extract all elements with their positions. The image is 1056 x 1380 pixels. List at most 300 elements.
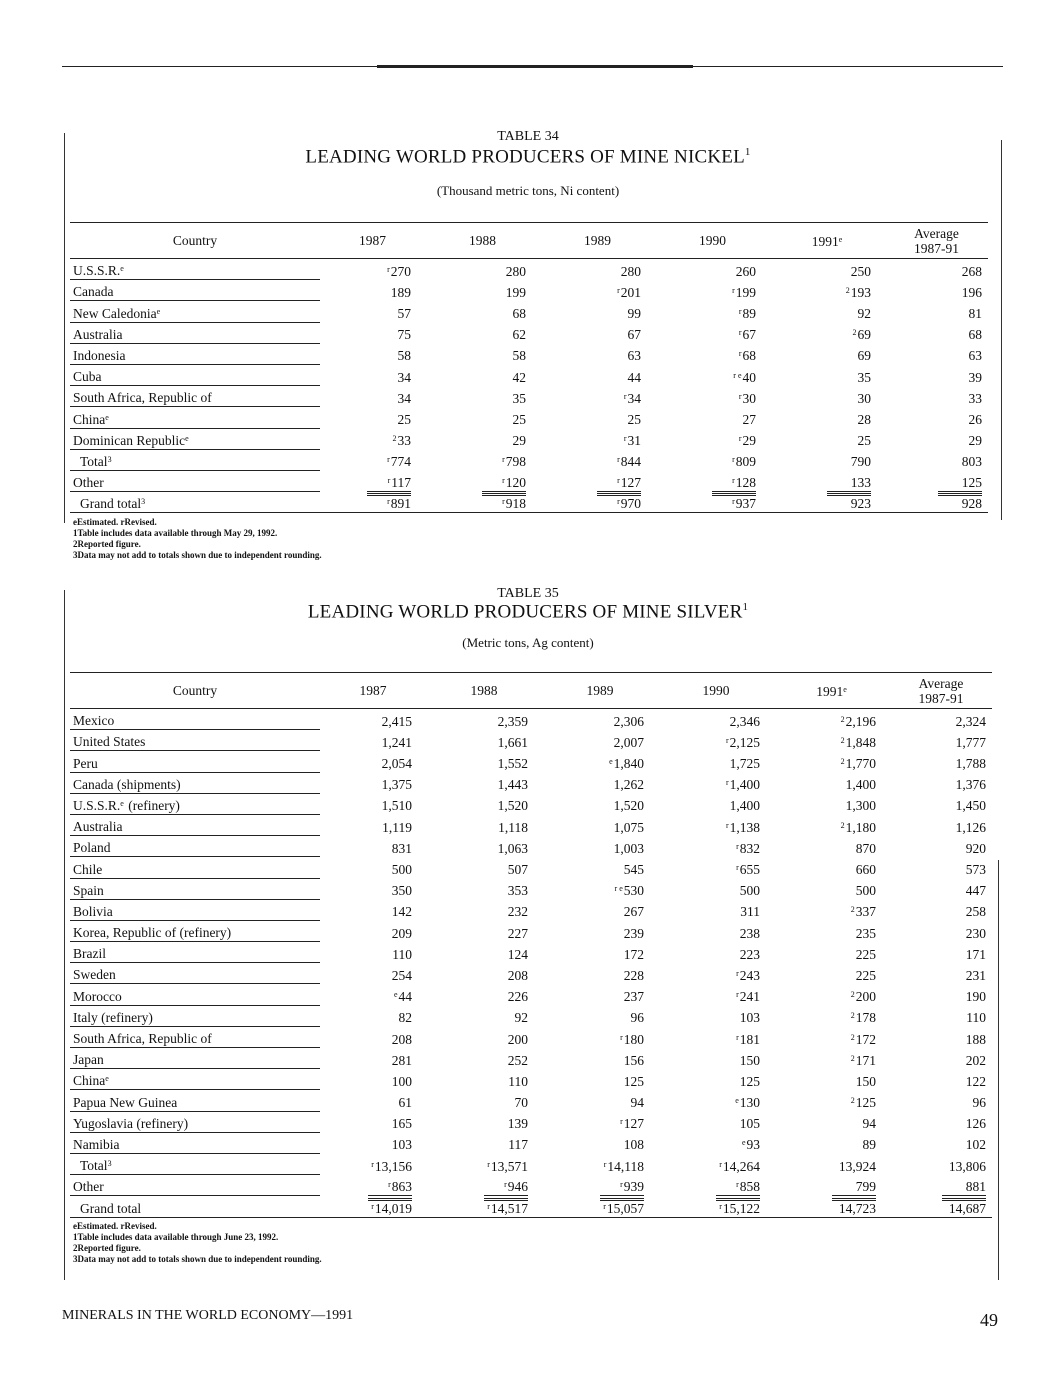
value-text — [846, 798, 876, 813]
value-number: 34 — [627, 390, 641, 406]
footnote: eEstimated. rRevised. — [73, 517, 157, 527]
value-number: 1,300 — [845, 798, 876, 814]
value-number: 13,156 — [374, 1158, 412, 1174]
value-number: 228 — [623, 967, 644, 983]
value-number: 81 — [968, 306, 982, 322]
value-number: 103 — [739, 1010, 760, 1026]
value-text — [614, 777, 644, 792]
value-number: 89 — [862, 1137, 876, 1153]
value-text — [600, 1198, 644, 1217]
header-average: Average 1987-91 — [890, 673, 992, 709]
value-number: 110 — [508, 1073, 528, 1089]
value-number: 14,118 — [607, 1158, 644, 1174]
header-1989: 1989 — [540, 223, 655, 259]
header-1987: 1987 — [320, 223, 425, 259]
footnote-mark: 3 — [107, 454, 112, 464]
value-text — [498, 714, 528, 729]
cell-value — [774, 857, 890, 878]
value-number: 209 — [391, 925, 412, 941]
cell-value — [426, 1005, 542, 1026]
value-text — [382, 714, 412, 729]
value-number: 117 — [391, 474, 411, 490]
value-number: 180 — [623, 1031, 644, 1047]
footnote-mark: r — [387, 455, 390, 465]
cell-value — [542, 709, 658, 730]
value-text — [966, 1010, 986, 1025]
value-text — [624, 989, 644, 1004]
cell-value — [320, 857, 426, 878]
cell-value — [426, 942, 542, 963]
cell-value — [542, 920, 658, 941]
country-name: Australia — [73, 326, 123, 342]
value-number: 1,770 — [845, 756, 876, 772]
value-number: 57 — [397, 306, 411, 322]
value-text — [966, 1032, 986, 1047]
cell-value — [542, 878, 658, 899]
value-number: 241 — [739, 989, 760, 1005]
value-number: 193 — [850, 284, 871, 300]
cell-country — [70, 1005, 320, 1026]
value-text — [949, 1159, 986, 1174]
value-text — [508, 1053, 528, 1068]
row-label: Other — [73, 475, 104, 491]
table-row-total — [70, 1153, 992, 1174]
value-number: 844 — [620, 454, 641, 470]
cell-value — [658, 1069, 774, 1090]
footnote-mark: r — [725, 820, 729, 830]
value-text — [498, 777, 528, 792]
value-text — [371, 1159, 412, 1174]
value-number: 44 — [398, 989, 412, 1005]
footnote-mark: r — [487, 1159, 490, 1169]
value-text — [740, 1074, 760, 1089]
value-number: 1,400 — [845, 777, 876, 793]
value-number: 208 — [391, 1031, 412, 1047]
footnote-mark: r e — [733, 370, 742, 380]
cell-value — [426, 1090, 542, 1111]
cell-value — [890, 920, 992, 941]
cell-country — [70, 899, 320, 920]
value-number: 58 — [397, 348, 411, 364]
table-row — [70, 920, 992, 941]
cell-value — [320, 899, 426, 920]
value-number: 28 — [857, 412, 871, 427]
value-number: 1,840 — [613, 756, 644, 772]
table-row — [70, 1111, 992, 1132]
cell-value — [542, 963, 658, 984]
cell-value — [542, 1196, 658, 1217]
footnote-mark: 2 — [840, 820, 845, 830]
cell-value — [890, 942, 992, 963]
cell-value — [658, 1090, 774, 1111]
footnote-mark: 2 — [840, 757, 845, 767]
value-text — [508, 926, 528, 941]
cell-country — [70, 963, 320, 984]
value-number: 96 — [972, 1095, 986, 1111]
table-row — [70, 1090, 992, 1111]
cell-country — [70, 1090, 320, 1111]
value-number: 798 — [505, 454, 526, 470]
value-number: 96 — [630, 1010, 644, 1026]
value-number: 227 — [507, 925, 528, 941]
cell-value — [890, 878, 992, 899]
country-name: Mexico — [73, 713, 115, 729]
header-1988: 1988 — [426, 673, 542, 709]
footnote: 2Reported figure. — [73, 539, 141, 549]
cell-value — [426, 1175, 542, 1196]
value-text — [966, 1116, 986, 1131]
cell-value — [658, 878, 774, 899]
table-row — [70, 751, 992, 772]
value-number: 928 — [961, 496, 982, 512]
footnote-mark: r — [738, 434, 742, 444]
value-text — [508, 1137, 528, 1152]
cell-value — [542, 857, 658, 878]
value-text — [394, 989, 412, 1004]
cell-value — [426, 1132, 542, 1153]
cell-value — [890, 1153, 992, 1174]
value-number: 82 — [398, 1010, 412, 1026]
footnote-mark: e — [735, 1096, 739, 1106]
cell-value — [542, 1005, 658, 1026]
cell-value — [320, 730, 426, 751]
table-units: (Thousand metric tons, Ni content) — [436, 183, 620, 198]
cell-value — [320, 1132, 426, 1153]
value-text — [839, 1159, 876, 1174]
cell-value — [658, 772, 774, 793]
country-name: Cuba — [73, 369, 102, 385]
value-number: 573 — [965, 862, 986, 877]
value-number: 832 — [739, 840, 760, 856]
cell-value — [890, 1111, 992, 1132]
footnote-mark: e — [185, 433, 189, 443]
cell-country — [70, 1132, 320, 1153]
value-text — [863, 1137, 877, 1152]
value-text — [736, 862, 760, 877]
value-number: 252 — [507, 1052, 528, 1068]
value-number: 34 — [397, 390, 411, 406]
header-1989: 1989 — [542, 673, 658, 709]
cell-value — [320, 878, 426, 899]
value-number: 1,788 — [955, 756, 986, 772]
value-text — [392, 1032, 412, 1047]
table-row — [70, 709, 992, 730]
cell-value — [542, 793, 658, 814]
value-number: 139 — [507, 1116, 528, 1132]
footnote-mark: r — [620, 1032, 623, 1042]
cell-value — [542, 1048, 658, 1069]
value-number: 63 — [968, 348, 982, 364]
cell-country — [70, 709, 320, 730]
value-number: 125 — [623, 1073, 644, 1089]
cell-value — [320, 942, 426, 963]
value-text — [614, 798, 644, 813]
value-text — [624, 1137, 644, 1152]
footnote-mark: r — [738, 328, 742, 338]
cell-value — [320, 1069, 426, 1090]
value-number: 918 — [505, 496, 526, 512]
value-number: 923 — [850, 496, 871, 512]
cell-value — [320, 772, 426, 793]
value-number: 25 — [857, 433, 871, 449]
value-number: 124 — [507, 946, 528, 962]
country-name: Peru — [73, 755, 98, 771]
cell-value — [890, 793, 992, 814]
value-number: 2,359 — [497, 713, 528, 729]
value-number: 2,346 — [729, 713, 760, 729]
table-row — [70, 836, 992, 857]
value-number: 920 — [965, 840, 986, 856]
footnote-mark: 3 — [141, 497, 146, 507]
value-number: 34 — [397, 369, 411, 385]
footnote-mark: r — [738, 307, 742, 317]
value-number: 100 — [391, 1073, 412, 1089]
value-number: 103 — [391, 1137, 412, 1153]
country-name: Morocco — [73, 988, 122, 1004]
value-text — [966, 841, 986, 856]
footnote-mark: r — [502, 497, 505, 507]
value-number: 165 — [391, 1116, 412, 1132]
value-text — [966, 926, 986, 941]
cell-value — [774, 772, 890, 793]
value-text — [624, 926, 644, 941]
value-number: 40 — [742, 369, 756, 385]
value-text — [508, 989, 528, 1004]
table-row — [70, 878, 992, 899]
cell-value — [658, 751, 774, 772]
value-number: 120 — [505, 474, 526, 490]
cell-value — [320, 814, 426, 835]
value-text — [851, 1032, 876, 1047]
value-text — [832, 1198, 876, 1217]
value-text — [856, 968, 876, 983]
footnote-mark: r — [736, 1032, 739, 1042]
page-number: 49 — [980, 1310, 998, 1330]
cell-value — [542, 1175, 658, 1196]
value-text — [846, 777, 876, 792]
footnote-mark: r — [736, 968, 739, 978]
value-text — [382, 777, 412, 792]
value-number: 803 — [961, 454, 982, 470]
value-number: 270 — [390, 263, 411, 279]
footnote-mark: r — [719, 1159, 722, 1169]
value-number: 93 — [746, 1137, 760, 1153]
silver-data-table — [70, 672, 992, 1218]
value-number: 99 — [627, 306, 641, 322]
value-number: 799 — [855, 1178, 876, 1194]
table-row — [70, 772, 992, 793]
footnote-mark: r — [617, 455, 620, 465]
value-text — [392, 904, 412, 919]
table-row — [70, 899, 992, 920]
cell-value — [658, 709, 774, 730]
footnote-mark: r — [620, 1179, 623, 1189]
cell-value — [426, 836, 542, 857]
cell-value — [890, 1196, 992, 1217]
cell-value — [774, 984, 890, 1005]
value-text — [851, 989, 876, 1004]
footnote: 3Data may not add to totals shown due to independent rounding. — [73, 1254, 322, 1264]
footnote-mark: r — [504, 1179, 507, 1189]
cell-value — [658, 730, 774, 751]
country-name: Australia — [73, 819, 123, 835]
value-text — [942, 1179, 986, 1196]
country-name: Korea, Republic of (refinery) — [73, 925, 232, 941]
cell-value — [774, 1026, 890, 1047]
cell-value — [320, 1090, 426, 1111]
value-text — [956, 798, 986, 813]
value-text — [392, 947, 412, 962]
value-text — [735, 1095, 760, 1110]
value-number: 225 — [855, 967, 876, 983]
value-text — [620, 1032, 644, 1047]
value-number: 1,262 — [613, 777, 644, 793]
footnote: 1Table includes data available through May 29, 1992. — [73, 528, 278, 538]
footnote-mark: r — [371, 1159, 374, 1169]
value-number: 1,450 — [955, 798, 986, 814]
value-text — [614, 714, 644, 729]
value-text — [740, 1116, 760, 1131]
value-text — [851, 904, 876, 919]
value-text — [736, 1032, 760, 1047]
footnote-mark: e — [105, 412, 109, 422]
silver-footnotes — [73, 1221, 322, 1265]
table-row — [70, 730, 992, 751]
value-text — [392, 1116, 412, 1131]
cell-value — [774, 1069, 890, 1090]
value-text — [392, 841, 412, 856]
value-number: 231 — [965, 967, 986, 983]
country-name: China — [73, 411, 106, 427]
value-text — [508, 947, 528, 962]
footnote: eEstimated. rRevised. — [73, 1221, 157, 1231]
value-number: 280 — [620, 263, 641, 279]
value-number: 171 — [855, 1052, 876, 1068]
cell-value — [426, 1153, 542, 1174]
value-text — [856, 841, 876, 856]
value-number: 29 — [968, 433, 982, 449]
value-text — [740, 1053, 760, 1068]
value-text — [966, 947, 986, 962]
cell-value — [774, 709, 890, 730]
cell-value — [890, 709, 992, 730]
value-number: 1,777 — [955, 734, 986, 750]
table-units: (Metric tons, Ag content) — [462, 635, 594, 650]
cell-value — [658, 793, 774, 814]
value-text — [736, 989, 760, 1004]
value-text — [508, 1116, 528, 1131]
cell-country — [70, 1111, 320, 1132]
value-number: 1,443 — [497, 777, 528, 793]
cell-value — [542, 730, 658, 751]
cell-value — [426, 751, 542, 772]
value-number: 254 — [391, 967, 412, 983]
cell-value — [320, 963, 426, 984]
cell-value — [320, 709, 426, 730]
value-text — [515, 1010, 529, 1025]
value-number: 122 — [965, 1073, 986, 1089]
value-number: 25 — [627, 412, 641, 427]
value-text — [508, 862, 528, 877]
value-number: 1,180 — [845, 819, 876, 835]
country-name: New Caledonia — [73, 305, 157, 321]
value-text — [614, 841, 644, 856]
value-number: 70 — [514, 1095, 528, 1111]
value-text — [392, 1137, 412, 1152]
value-text — [368, 1179, 412, 1196]
value-number: 500 — [391, 862, 412, 877]
value-number: 27 — [742, 412, 756, 427]
footnote-mark: r — [502, 455, 505, 465]
cell-value — [426, 963, 542, 984]
value-number: 14,019 — [374, 1200, 412, 1216]
cell-value — [426, 793, 542, 814]
cell-value — [658, 1026, 774, 1047]
value-number: 110 — [392, 946, 412, 962]
value-number: 150 — [739, 1052, 760, 1068]
value-number: 2,415 — [381, 713, 412, 729]
value-number: 42 — [512, 369, 526, 385]
footnote-mark: r — [620, 1117, 623, 1127]
value-number: 14,687 — [948, 1200, 986, 1216]
value-number: 33 — [968, 390, 982, 406]
value-number: 891 — [390, 496, 411, 512]
cell-value — [320, 751, 426, 772]
footnote-mark: r — [732, 497, 735, 507]
value-text — [368, 1198, 412, 1217]
table-number: TABLE 34 — [497, 129, 559, 144]
footnote-mark: 2 — [840, 735, 845, 745]
value-number: 1,520 — [613, 798, 644, 814]
value-text — [742, 1137, 760, 1152]
cell-value — [658, 857, 774, 878]
value-text — [631, 1095, 645, 1110]
cell-label — [70, 1175, 320, 1196]
value-number: 35 — [857, 369, 871, 385]
country-name: Namibia — [73, 1136, 120, 1152]
value-number: 1,400 — [729, 777, 760, 793]
value-number: 69 — [857, 327, 871, 343]
value-number: 181 — [739, 1031, 760, 1047]
value-text — [392, 926, 412, 941]
footnote-mark: r — [732, 475, 735, 485]
value-number: 110 — [966, 1010, 986, 1026]
cell-value — [320, 1175, 426, 1196]
value-number: 30 — [742, 390, 756, 406]
value-text — [973, 1095, 987, 1110]
footnote-mark: r — [738, 349, 742, 359]
footnote-mark: e — [741, 1138, 746, 1148]
cell-value — [542, 1069, 658, 1090]
cell-value — [890, 730, 992, 751]
cell-country — [70, 1026, 320, 1047]
value-text — [392, 1053, 412, 1068]
footnote-mark: e — [393, 990, 398, 1000]
footnote-mark: e — [156, 306, 161, 316]
cell-value — [542, 814, 658, 835]
row-label: Other — [73, 1179, 104, 1195]
country-name: Yugoslavia (refinery) — [73, 1115, 189, 1131]
cell-value — [774, 899, 890, 920]
footnote: 3Data may not add to totals shown due to independent rounding. — [73, 550, 322, 560]
value-text — [614, 820, 644, 835]
value-number: 61 — [398, 1095, 412, 1111]
value-number: 1,118 — [498, 819, 528, 835]
footnote-mark: r — [617, 497, 620, 507]
table-row-grand — [70, 1196, 992, 1217]
value-number: 226 — [507, 989, 528, 1005]
value-number: 156 — [623, 1052, 644, 1068]
